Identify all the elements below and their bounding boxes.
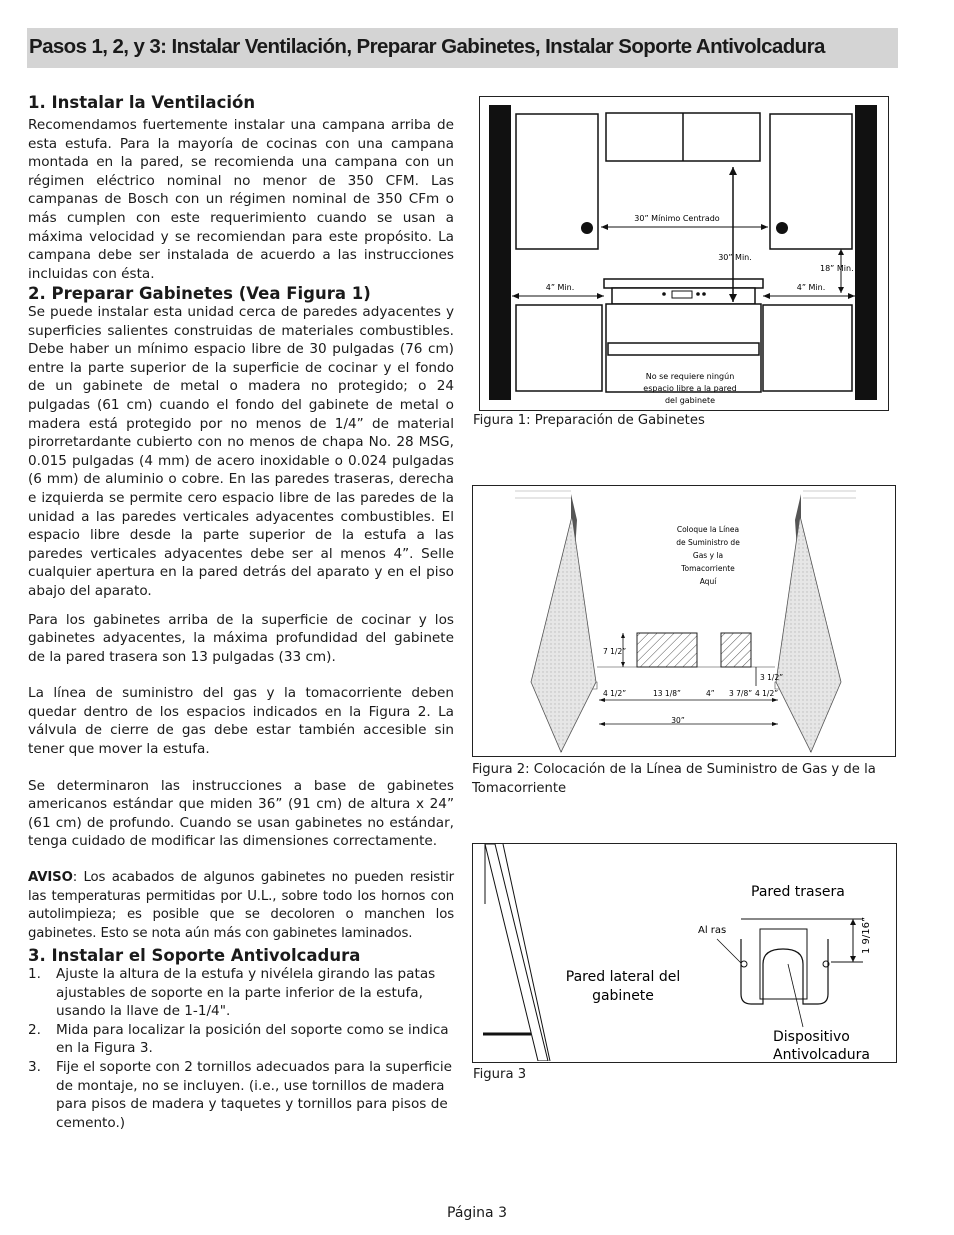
figure-1-label-30-centered: 30” Mínimo Centrado bbox=[634, 214, 720, 223]
figure-3-caption: Figura 3 bbox=[473, 1067, 527, 1082]
figure-1-note-line-2: espacio libre a la pared bbox=[643, 384, 737, 393]
figure-2-dim-4: 4” bbox=[706, 689, 715, 698]
step-item bbox=[28, 965, 454, 1021]
figure-2-dim-4-1-2-right: 4 1/2” bbox=[755, 689, 779, 698]
cabinet-knob bbox=[776, 222, 788, 234]
figure-2-note-line: Tomacorriente bbox=[681, 564, 735, 573]
gas-supply-zone bbox=[637, 633, 697, 667]
page-title: Pasos 1, 2, y 3: Instalar Ventilación, Preparar Gabinetes, Instalar Soporte Antivolcadura bbox=[27, 28, 898, 68]
figure-2-dim-3-7-8: 3 7/8” bbox=[729, 689, 753, 698]
section-2 bbox=[28, 284, 454, 943]
section-3-steps bbox=[28, 965, 454, 1132]
figure-3-label-side-wall-1: Pared lateral del bbox=[565, 969, 681, 985]
figure-2-dim-30: 30” bbox=[671, 716, 685, 725]
notice-text: : Los acabados de algunos gabinetes no pueden resistir las temperaturas permitidas por U.L., sobre todo los hornos con autolimpieza; es posible que se decoloren o manchen los gabinetes. Esto se nota aún más con gabinetes laminados. bbox=[28, 870, 454, 941]
figure-2-dim-4-1-2-left: 4 1/2” bbox=[603, 689, 627, 698]
section-2-paragraph-1: Se puede instalar esta unidad cerca de paredes adyacentes y superficies salientes construidas de materiales combustibles. Debe haber un mínimo espacio libre de 30 pulgadas (76 cm) entre la parte superior de la superficie de cocinar y el fondo de un gabinete de metal o madera no protegido; o 24 pulgadas (61 cm) cuando el fondo del gabinete de metal o madera está protegido por no menos de 1/4” de material pirorretardante cubierto con no menos de chapa No. 28 MSG, 0.015 pulgadas (4 mm) de acero inoxidable o 0.024 pulgadas (6 mm) de aluminio o cobre. En las paredes traseras, derecha e izquierda se permite cero espacio libre de las paredes de la unidad a las paredes verticales adyacentes combustibles. El espacio libre desde la parte superior de la estufa a las paredes verticales adyacentes debe ser al menos 4”. Selle cualquier apertura en la pared detrás del aparato y en el piso abajo del aparato. bbox=[28, 304, 454, 599]
figure-2 bbox=[472, 485, 896, 757]
step-item bbox=[28, 1021, 454, 1058]
cabinet-knob bbox=[581, 222, 593, 234]
oven-handle bbox=[608, 343, 759, 355]
figure-1-caption: Figura 1: Preparación de Gabinetes bbox=[473, 413, 705, 428]
page-number: Página 3 bbox=[447, 1205, 507, 1221]
step-number: 2. bbox=[28, 1021, 41, 1038]
figure-3-label-side-wall-2: gabinete bbox=[592, 988, 654, 1004]
lower-right-cabinet bbox=[763, 305, 852, 391]
figure-1-note-line-3: del gabinete bbox=[664, 396, 716, 405]
section-1 bbox=[28, 93, 454, 283]
figure-1-drawing bbox=[480, 97, 887, 409]
figure-3-label-device-2: Antivolcadura bbox=[773, 1047, 870, 1061]
figure-2-note-line: de Suministro de bbox=[676, 538, 740, 547]
outlet-zone bbox=[721, 633, 751, 667]
anti-tip-device bbox=[741, 939, 828, 1004]
figure-2-note-line: Aquí bbox=[699, 577, 717, 586]
figure-1 bbox=[479, 96, 889, 411]
step-text: Fije el soporte con 2 tornillos adecuados para la superficie de montaje, no se incluyen. (i.e., use tornillos de madera para pisos de madera y taquetes y tornillos para pisos de cemento.) bbox=[56, 1058, 453, 1131]
figure-1-label-30-min: 30” Min. bbox=[718, 253, 752, 262]
notice-label: AVISO bbox=[28, 870, 73, 886]
left-wall bbox=[489, 105, 511, 400]
figure-2-caption: Figura 2: Colocación de la Línea de Suministro de Gas y de la Tomacorriente bbox=[472, 762, 876, 796]
figure-2-dim-3-1-2: 3 1/2” bbox=[760, 673, 784, 682]
section-1-heading: 1. Instalar la Ventilación bbox=[28, 93, 256, 112]
screw-hole bbox=[741, 961, 747, 967]
figure-3-dim-1-9-16: 1 9/16” bbox=[861, 916, 872, 954]
figure-1-label-4-left: 4” Min. bbox=[545, 283, 575, 292]
section-3 bbox=[28, 946, 454, 1132]
section-2-paragraph-2: Para los gabinetes arriba de la superficie de cocinar y los gabinetes adyacentes, la máxima profundidad del gabinete de la pared trasera son 13 pulgadas (33 cm). bbox=[28, 611, 454, 665]
figure-3-label-device-1: Dispositivo bbox=[773, 1029, 850, 1045]
notice-paragraph bbox=[28, 869, 454, 943]
figure-3-label-rear-wall: Pared trasera bbox=[751, 884, 845, 900]
figure-2-dim-7-1-2: 7 1/2” bbox=[603, 647, 627, 656]
lower-left-cabinet bbox=[516, 305, 602, 391]
figure-2-drawing bbox=[473, 486, 894, 755]
figure-2-note-line: Gas y la bbox=[692, 551, 724, 560]
step-number: 1. bbox=[28, 966, 41, 982]
section-1-body: Recomendamos fuertemente instalar una campana arriba de esta estufa. Para la mayoría de cocinas con una campana montada en la pared, se recomienda una campana con un régimen eléctrico nominal no menor de 350 CFM. Las campanas de Bosch con un régimen nominal de 350 CFm o más cumplen con este requerimiento cuando se usan a máxima velocidad y se recomiendan para este propósito. La campana debe ser instalada de acuerdo a las instrucciones incluidas con ésta. bbox=[28, 117, 454, 282]
figure-3 bbox=[472, 843, 897, 1063]
figure-1-note-line-1: No se requiere ningún bbox=[645, 372, 735, 381]
section-3-heading: 3. Instalar el Soporte Antivolcadura bbox=[28, 946, 361, 965]
section-2-paragraph-3: La línea de suministro del gas y la tomacorriente deben quedar dentro de los espacios indicados en la Figura 2. La válvula de cierre de gas debe estar también accesible sin tener que mover la estufa. bbox=[28, 685, 454, 758]
step-number: 3. bbox=[28, 1058, 41, 1075]
range-top bbox=[604, 279, 763, 288]
figure-1-label-18-min: 18” Min. bbox=[820, 264, 854, 273]
step-item bbox=[28, 1058, 454, 1132]
figure-2-note-line: Coloque la Línea bbox=[676, 525, 740, 534]
step-text: Ajuste la altura de la estufa y nivélela girando las patas ajustables de soporte en la parte inferior de la estufa, usando la llave de 1-1/4". bbox=[56, 966, 436, 1020]
section-2-heading: 2. Preparar Gabinetes (Vea Figura 1) bbox=[28, 284, 371, 303]
section-2-paragraph-4: Se determinaron las instrucciones a base de gabinetes americanos estándar que miden 36” (91 cm) de altura x 24” (61 cm) de profundo. Cuando se usan gabinetes no estándar, tenga cuidado de modificar las dimensiones correctamente. bbox=[28, 777, 454, 850]
right-wall bbox=[855, 105, 877, 400]
figure-1-label-4-right: 4” Min. bbox=[796, 283, 826, 292]
step-text: Mida para localizar la posición del soporte como se indica en la Figura 3. bbox=[56, 1021, 449, 1057]
figure-2-dim-13-1-8: 13 1/8” bbox=[653, 689, 681, 698]
side-wall-edge bbox=[485, 844, 548, 1061]
figure-3-drawing bbox=[473, 844, 895, 1061]
figure-3-label-flush: Al ras bbox=[698, 925, 727, 936]
